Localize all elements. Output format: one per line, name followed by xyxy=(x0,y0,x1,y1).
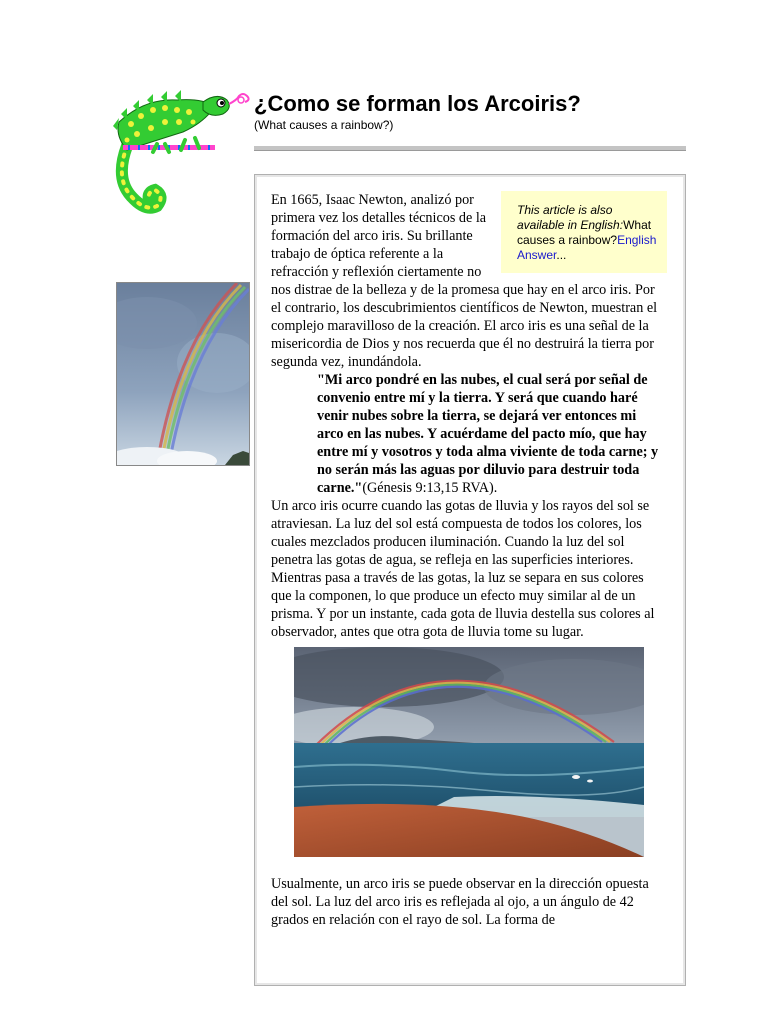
note-plain: What causes a rainbow? xyxy=(517,218,652,247)
english-version-note xyxy=(501,191,667,273)
quote-reference: (Génesis 9:13,15 RVA). xyxy=(362,480,498,496)
quote-text: "Mi arco pondré en las nubes, el cual será por señal de convenio entre mí y la tierra. Y será que cuando haré venir nubes sobre la tierra, se dejará ver entonces mi arco en las nubes. Y acuérdame del pacto mío, que hay entre mí y vosotros y toda alma viviente de toda carne; y no serán más las aguas por diluvio para destruir toda carne." xyxy=(317,372,659,496)
intro-paragraph: En 1665, Isaac Newton, analizó por primera vez los detalles técnicos de la formación del arco iris. Su brillante trabajo de óptica referente a la refracción y reflexión ciertamente no nos distrae de la belleza y de la promesa que hay en el arco iris. Por el contrario, los descubrimientos científicos de Newton, muestran el complejo maravilloso de la creación. El arco iris es una señal de la misericordia de Dios y nos recuerda que él no destruirá la tierra por segunda vez, inundándola. xyxy=(271,192,658,370)
note-ellipsis: ... xyxy=(556,248,567,262)
title-divider xyxy=(254,146,686,151)
genesis-quote xyxy=(317,371,663,497)
chameleon-logo xyxy=(105,88,253,228)
page-subtitle: (What causes a rainbow?) xyxy=(254,118,394,132)
page-title: ¿Como se forman los Arcoiris? xyxy=(254,91,581,116)
beach-rainbow-photo xyxy=(294,647,644,857)
note-intro: This article is also available in English: xyxy=(517,203,624,232)
observation-paragraph: Usualmente, un arco iris se puede observar en la dirección opuesta del sol. La luz del arco iris es reflejada al ojo, a un ángulo de 42 grados en relación con el rayo de sol. La forma de xyxy=(271,876,649,928)
rainbow-sky-photo xyxy=(116,282,250,466)
article-box xyxy=(254,174,686,986)
rainbow-formation-paragraph: Un arco iris ocurre cuando las gotas de lluvia y los rayos del sol se atraviesan. La luz del sol está compuesta de todos los colores, los cuales mezclados producen iluminación. Cuando la luz del sol penetra las gotas de agua, se refleja en las superficies interiores. Mientras pasa a través de las gotas, la luz se separa en sus colores que la componen, lo que produce un efecto muy similar al de un prisma. Y por un instante, cada gota de lluvia destella sus colores al observador, antes que otra gota de lluvia tome su lugar. xyxy=(271,498,655,640)
english-answer-link[interactable]: English Answer xyxy=(517,233,657,262)
